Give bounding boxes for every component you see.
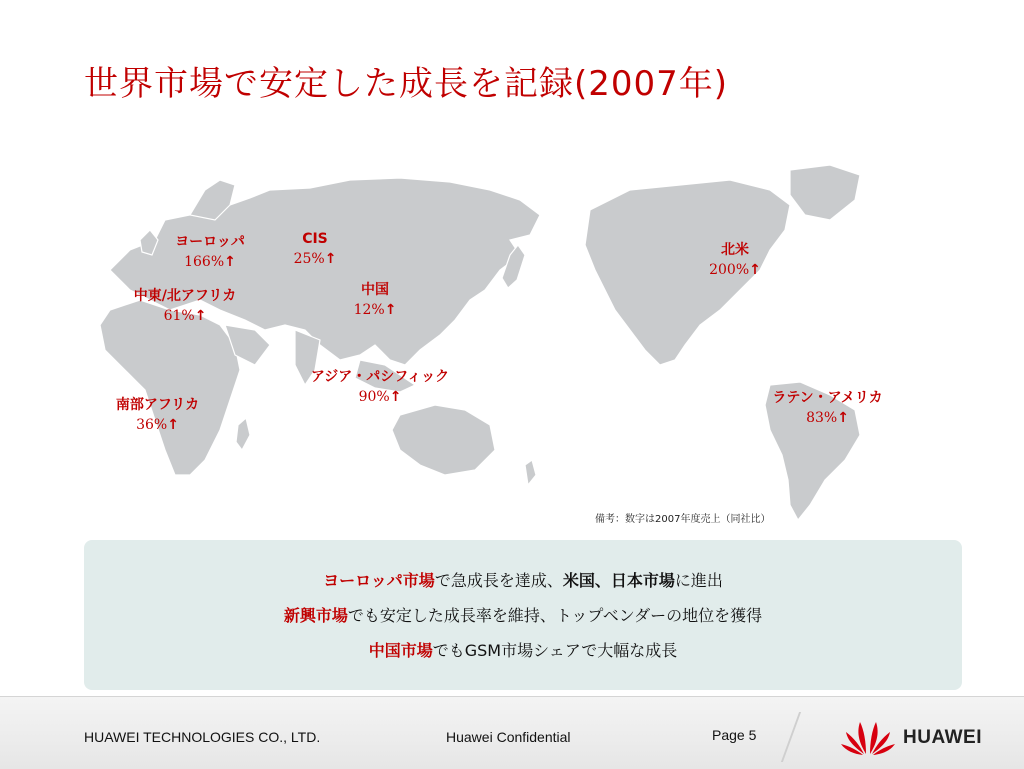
region-europe <box>150 232 270 272</box>
body-text: でもGSM市場シェアで大幅な成長 <box>432 641 678 660</box>
region-value: 166% <box>184 254 225 270</box>
highlight-text: 中国市場 <box>368 641 433 660</box>
region-value: 200% <box>709 262 750 278</box>
page-number: Page 5 <box>712 727 757 743</box>
region-value: 36% <box>136 417 168 433</box>
region-value: 61% <box>163 308 195 324</box>
region-value: 83% <box>806 410 838 426</box>
region-value: 90% <box>358 389 390 405</box>
region-north-america <box>690 240 780 280</box>
up-arrow-icon: ↑ <box>167 417 179 433</box>
up-arrow-icon: ↑ <box>194 308 207 324</box>
region-name: ヨーロッパ <box>175 234 245 250</box>
up-arrow-icon: ↑ <box>389 389 402 405</box>
up-arrow-icon: ↑ <box>384 302 397 318</box>
australia <box>392 405 495 475</box>
footer-confidential: Huawei Confidential <box>446 729 571 745</box>
summary-panel <box>84 540 962 690</box>
bold-text: 米国、日本市場 <box>562 571 675 590</box>
africa <box>100 300 240 475</box>
greenland <box>790 165 860 220</box>
region-southern-africa <box>95 395 220 435</box>
region-value: 25% <box>293 251 325 267</box>
up-arrow-icon: ↑ <box>324 251 337 267</box>
region-cis <box>280 229 350 269</box>
huawei-logo-icon <box>838 716 898 756</box>
region-china <box>335 280 415 320</box>
region-name: ラテン・アメリカ <box>772 390 883 406</box>
up-arrow-icon: ↑ <box>224 254 236 270</box>
slide-title: 世界市場で安定した成長を記録(2007年) <box>84 64 729 104</box>
madagascar <box>236 418 250 450</box>
brand-wordmark: HUAWEI <box>903 727 982 748</box>
region-name: 北米 <box>721 242 749 258</box>
region-name: 中東/北アフリカ <box>133 288 237 304</box>
region-name: アジア・パシフィック <box>310 369 450 385</box>
body-text: に進出 <box>674 571 723 590</box>
body-text: でも安定した成長率を維持、トップベンダーの地位を獲得 <box>347 606 763 625</box>
region-asia-pacific <box>295 367 465 407</box>
new-zealand <box>525 460 536 485</box>
region-name: CIS <box>302 231 328 247</box>
region-latin-america <box>755 388 900 428</box>
up-arrow-icon: ↑ <box>837 410 849 426</box>
highlight-text: 新興市場 <box>283 606 348 625</box>
region-name: 中国 <box>361 282 389 298</box>
body-text: で急成長を達成、 <box>434 571 563 590</box>
map-footnote: 備考：数字は2007年度売上（同社比） <box>595 514 771 525</box>
footer-company: HUAWEI TECHNOLOGIES CO., LTD. <box>84 729 321 745</box>
region-value: 12% <box>353 302 385 318</box>
region-name: 南部アフリカ <box>115 397 200 413</box>
summary-line-3 <box>84 638 962 661</box>
world-map <box>70 160 950 530</box>
summary-line-1 <box>84 568 962 591</box>
region-middle-east-north-africa <box>105 286 265 326</box>
highlight-text: ヨーロッパ市場 <box>323 571 435 590</box>
summary-line-2 <box>84 603 962 626</box>
up-arrow-icon: ↑ <box>749 262 761 278</box>
